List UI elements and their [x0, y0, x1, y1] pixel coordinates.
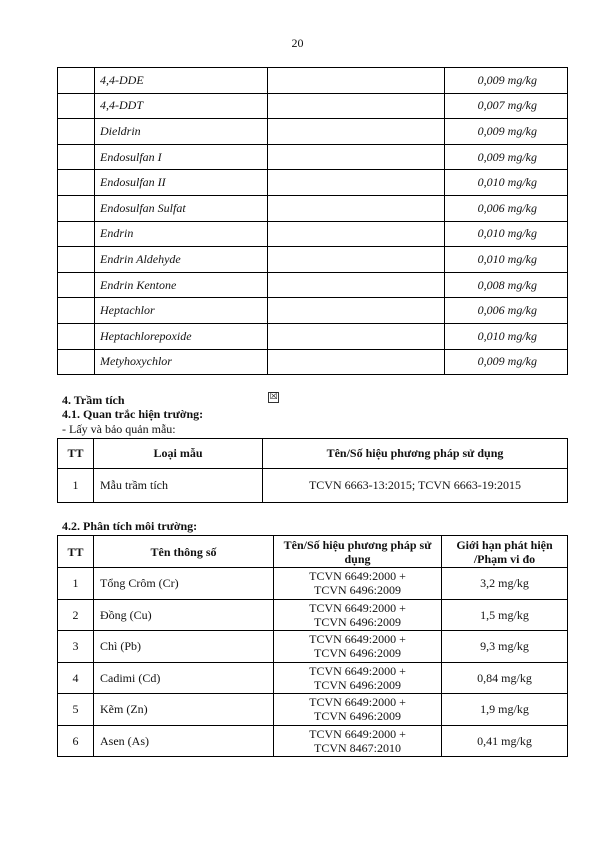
- table-row: [58, 599, 568, 631]
- row-method: [274, 662, 442, 694]
- row-tt: [58, 221, 95, 247]
- method-line-1: TCVN 6649:2000 +: [309, 569, 406, 584]
- method-cell: [268, 247, 445, 273]
- method-line-1: TCVN 6649:2000 +: [309, 600, 406, 615]
- row-tt: [58, 195, 95, 221]
- table-row: [58, 170, 568, 196]
- table-row: [58, 93, 568, 119]
- header-tt: TT: [58, 536, 94, 568]
- pesticide-name: 4,4-DDE: [95, 68, 268, 94]
- row-tt: 3: [58, 631, 94, 663]
- table-row: [58, 119, 568, 145]
- method-cell: [268, 119, 445, 145]
- pesticide-limit: 0,009 mg/kg: [445, 144, 568, 170]
- row-method: [274, 631, 442, 663]
- section-4-title: 4. Trầm tích: [62, 393, 125, 407]
- table-row: [58, 272, 568, 298]
- row-parameter: Tổng Crôm (Cr): [94, 568, 274, 600]
- table-row: [58, 298, 568, 324]
- method-cell: [268, 144, 445, 170]
- method-line-2: TCVN 6496:2009: [314, 583, 401, 598]
- table-row: [58, 631, 568, 663]
- row-method: [274, 694, 442, 726]
- row-tt: 2: [58, 599, 94, 631]
- table-row: [58, 694, 568, 726]
- method-cell: [268, 349, 445, 375]
- pesticide-limit: 0,009 mg/kg: [445, 349, 568, 375]
- table-header-row: [58, 439, 568, 469]
- row-tt: [58, 272, 95, 298]
- table-row: [58, 725, 568, 757]
- method-line-2: TCVN 6496:2009: [314, 646, 401, 661]
- method-cell: [268, 272, 445, 298]
- pesticide-limit: 0,010 mg/kg: [445, 221, 568, 247]
- row-detection-limit: 0,84 mg/kg: [442, 662, 568, 694]
- pesticide-limit: 0,006 mg/kg: [445, 195, 568, 221]
- table-row: [58, 662, 568, 694]
- row-parameter: Asen (As): [94, 725, 274, 757]
- row-tt: 1: [58, 469, 94, 503]
- row-detection-limit: 1,9 mg/kg: [442, 694, 568, 726]
- pesticide-name: Endosulfan II: [95, 170, 268, 196]
- pesticide-limit: 0,009 mg/kg: [445, 68, 568, 94]
- row-parameter: Cadimi (Cd): [94, 662, 274, 694]
- table-header-row: [58, 536, 568, 568]
- header-detection-limit: Giới hạn phát hiện /Phạm vi đo: [442, 536, 568, 568]
- row-tt: 1: [58, 568, 94, 600]
- row-detection-limit: 3,2 mg/kg: [442, 568, 568, 600]
- pesticide-name: Endosulfan Sulfat: [95, 195, 268, 221]
- row-tt: [58, 349, 95, 375]
- method-line-2: TCVN 6496:2009: [314, 709, 401, 724]
- pesticide-name: 4,4-DDT: [95, 93, 268, 119]
- table-row: [58, 469, 568, 503]
- method-line-1: TCVN 6649:2000 +: [309, 695, 406, 710]
- pesticide-name: Dieldrin: [95, 119, 268, 145]
- header-method: Tên/Số hiệu phương pháp sử dụng: [274, 536, 442, 568]
- row-parameter: Đồng (Cu): [94, 599, 274, 631]
- method-line-2: TCVN 6496:2009: [314, 677, 401, 692]
- row-tt: 6: [58, 725, 94, 757]
- method-line-2: TCVN 8467:2010: [314, 740, 401, 755]
- row-tt: [58, 247, 95, 273]
- table-row: [58, 349, 568, 375]
- row-detection-limit: 0,41 mg/kg: [442, 725, 568, 757]
- row-detection-limit: 1,5 mg/kg: [442, 599, 568, 631]
- pesticide-name: Endosulfan I: [95, 144, 268, 170]
- row-parameter: Kẽm (Zn): [94, 694, 274, 726]
- row-tt: [58, 323, 95, 349]
- table-row: [58, 323, 568, 349]
- row-parameter: Chì (Pb): [94, 631, 274, 663]
- pesticide-name: Endrin Kentone: [95, 272, 268, 298]
- pesticide-limit: 0,010 mg/kg: [445, 247, 568, 273]
- pesticide-limit: 0,010 mg/kg: [445, 323, 568, 349]
- row-tt: [58, 119, 95, 145]
- page-number: 20: [291, 36, 304, 50]
- row-tt: [58, 93, 95, 119]
- table-row: [58, 247, 568, 273]
- pesticide-name: Endrin Aldehyde: [95, 247, 268, 273]
- header-method: Tên/Số hiệu phương pháp sử dụng: [263, 439, 568, 469]
- row-tt: [58, 144, 95, 170]
- method-cell: [268, 170, 445, 196]
- method-line-1: TCVN 6649:2000 +: [309, 663, 406, 678]
- table-row: [58, 568, 568, 600]
- method-cell: [268, 298, 445, 324]
- pesticide-name: Metyhoxychlor: [95, 349, 268, 375]
- checkbox-icon[interactable]: ☒: [269, 392, 278, 402]
- header-sample-type: Loại mẫu: [94, 439, 263, 469]
- pesticide-limit: 0,010 mg/kg: [445, 170, 568, 196]
- table-row: [58, 144, 568, 170]
- row-tt: 5: [58, 694, 94, 726]
- section-4-1-title: 4.1. Quan trắc hiện trường:: [62, 407, 204, 421]
- row-method: [274, 599, 442, 631]
- table-row: [58, 221, 568, 247]
- row-tt: [58, 170, 95, 196]
- method-cell: [268, 221, 445, 247]
- table-row: [58, 195, 568, 221]
- header-parameter: Tên thông số: [94, 536, 274, 568]
- row-method: TCVN 6663-13:2015; TCVN 6663-19:2015: [263, 469, 568, 503]
- method-cell: [268, 195, 445, 221]
- method-cell: [268, 323, 445, 349]
- method-line-2: TCVN 6496:2009: [314, 614, 401, 629]
- method-line-1: TCVN 6649:2000 +: [309, 632, 406, 647]
- pesticide-name: Endrin: [95, 221, 268, 247]
- row-tt: 4: [58, 662, 94, 694]
- pesticide-limit: 0,008 mg/kg: [445, 272, 568, 298]
- pesticide-name: Heptachlor: [95, 298, 268, 324]
- row-method: [274, 568, 442, 600]
- method-cell: [268, 93, 445, 119]
- pesticide-limit: 0,009 mg/kg: [445, 119, 568, 145]
- pesticide-name: Heptachlorepoxide: [95, 323, 268, 349]
- sampling-table: [57, 438, 568, 503]
- header-tt: TT: [58, 439, 94, 469]
- method-line-1: TCVN 6649:2000 +: [309, 726, 406, 741]
- section-4-2-title: 4.2. Phân tích môi trường:: [62, 519, 198, 533]
- analysis-table: [57, 535, 568, 757]
- pesticide-limit: 0,006 mg/kg: [445, 298, 568, 324]
- row-detection-limit: 9,3 mg/kg: [442, 631, 568, 663]
- row-method: [274, 725, 442, 757]
- sampling-note: - Lấy và bảo quản mẫu:: [62, 422, 176, 436]
- method-cell: [268, 68, 445, 94]
- pesticide-limit: 0,007 mg/kg: [445, 93, 568, 119]
- row-sample-type: Mẫu trầm tích: [94, 469, 263, 503]
- table-row: [58, 68, 568, 94]
- row-tt: [58, 298, 95, 324]
- pesticide-table: [57, 67, 568, 375]
- row-tt: [58, 68, 95, 94]
